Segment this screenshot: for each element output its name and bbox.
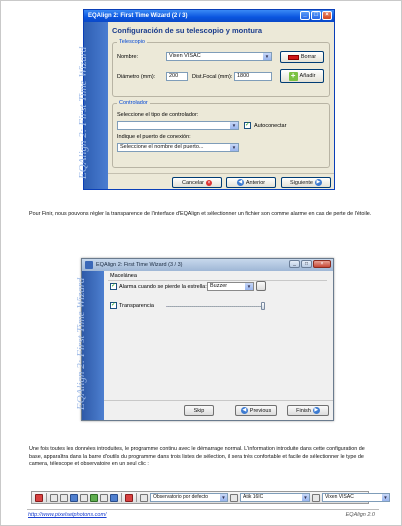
focal-length-input[interactable]: 1800 [234,72,272,81]
alarm-label: Alarma cuando se pierde la estrella: [119,284,207,290]
telescope-name-value: Vixen VISAC [169,53,201,59]
back-button[interactable] [226,177,276,188]
arrow-right-icon: ▶ [316,179,321,185]
alarm-sound-select[interactable] [207,282,254,291]
close-button[interactable]: × [322,11,332,20]
add-telescope-button[interactable] [280,69,324,83]
camera-icon[interactable] [80,494,88,502]
delete-button-label: Borrar [300,54,317,60]
add-button-label: Añadir [299,73,316,79]
observatory-value: Observatorio por defecto [153,494,209,500]
maximize-button[interactable]: □ [311,11,321,20]
cancel-button-label: Cancelar [181,179,204,186]
telescope-name-select[interactable] [166,52,272,61]
delete-telescope-button[interactable] [280,51,324,63]
wizard-window-step3 [75,258,334,421]
minimize-button[interactable]: _ [289,260,300,268]
section-divider [108,280,327,281]
alarm-checkbox[interactable]: ✓ [111,283,117,289]
sidebar-caption: EQAlign 2: First Time Wizard [75,277,87,410]
chevron-down-icon: ▼ [303,495,308,500]
toolbar-separator [136,493,137,502]
port-select[interactable] [117,143,239,152]
telescope-select[interactable] [322,493,390,502]
button-bar-divider [108,173,334,174]
previous-button-label: Previous [249,407,272,414]
new-file-icon[interactable] [50,494,58,502]
record-icon[interactable] [125,494,133,502]
stop-icon[interactable] [35,494,43,502]
paragraph-toolbar-info: Une fois toutes les données introduites, le programme continu avec le démarrage normal. L'information introduite dans cette configuration de base, apparaîtra dans la barre d'outils du programme dans trois listes de sélection, il sera très confortable et facile de sélectionner le type de camera, télescope et observatoire en un seul clic : [29,446,365,468]
arrow-left-icon: ◀ [242,407,247,413]
telescope-group [112,39,330,97]
arrow-right-icon: ▶ [314,407,319,413]
chevron-down-icon: ▼ [221,495,226,500]
chevron-down-icon: ▼ [231,145,237,150]
wizard-window-step2 [77,9,335,190]
port-label: Indique el puerto de conexión: [117,134,191,140]
cancel-icon: × [207,179,211,186]
port-value: Seleccione el nombre del puerto... [120,144,204,150]
chevron-down-icon: ▼ [383,495,388,500]
toolbar-separator [46,493,47,502]
wizard-sidebar [75,271,104,420]
next-button[interactable] [281,177,331,188]
diameter-label: Diámetro (mm): [117,74,156,80]
telescope-icon [312,494,320,502]
camera-select[interactable] [240,493,310,502]
controller-group-legend: Controlador [119,100,148,106]
transparency-label: Transparencia [119,303,154,309]
settings-icon[interactable] [100,494,108,502]
misc-section-label: Macelánea [110,273,137,279]
browse-sound-button[interactable] [256,281,266,291]
skip-button[interactable] [184,405,214,416]
arrow-left-icon: ◀ [238,179,243,185]
back-button-label: Anterior [245,179,266,186]
cancel-button[interactable] [172,177,222,188]
telescope-name-label: Nombre: [117,54,139,60]
telescope-value: Vixen VISAC [325,494,354,500]
wizard-titlebar[interactable] [84,10,334,22]
open-folder-icon[interactable] [60,494,68,502]
toolbar-separator [121,493,122,502]
previous-button[interactable] [235,405,277,416]
sidebar-caption: EQAlign 2: First Time Wizard [77,46,89,179]
info-icon[interactable] [110,494,118,502]
observatory-select[interactable] [150,493,228,502]
transparency-checkbox[interactable]: ✓ [111,302,117,308]
wizard-sidebar [77,22,108,189]
alarm-sound-value: Buzzer [210,283,228,289]
wizard-titlebar[interactable] [82,259,333,271]
maximize-button[interactable]: □ [301,260,312,268]
app-icon [85,261,93,269]
window-title: EQAlign 2: First Time Wizard (2 / 3) [88,13,188,19]
focal-length-label: Dist.Focal (mm): [192,74,233,80]
close-button[interactable]: × [313,260,331,268]
save-icon[interactable] [70,494,78,502]
app-toolbar [31,491,388,504]
chevron-down-icon: ▼ [246,284,252,289]
button-bar-divider [104,400,333,401]
website-link[interactable]: http://www.pixelsetphotons.com/ [28,512,107,518]
finish-button-label: Finish [296,407,311,414]
controller-type-select[interactable] [117,121,239,130]
diameter-input[interactable]: 200 [166,72,188,81]
paragraph-transparency: Pour Finir, nous pouvons régler la transparence de l'interface d'EQAlign et sélectionner un fichier son comme alarme en cas de perte de l'étoile. [29,211,372,217]
skip-button-label: Skip [193,407,205,414]
footer-divider [27,509,379,510]
finish-button[interactable] [287,405,329,416]
transparency-slider-thumb[interactable] [261,302,265,310]
minus-icon [288,55,299,60]
telescope-group-legend: Telescopio [119,39,145,45]
version-label: EQAlign 2.0 [345,512,375,518]
observatory-icon [140,494,148,502]
chevron-down-icon: ▼ [264,54,270,59]
controller-type-label: Seleccione el tipo de controlador: [117,112,199,118]
autoconnect-label: Autoconectar [254,123,287,129]
next-button-label: Siguiente [290,179,313,186]
plus-icon: + [289,72,298,81]
window-title: EQAlign 2: First Time Wizard (3 / 3) [96,262,183,268]
autoconnect-checkbox[interactable]: ✓ [245,122,251,128]
camera-value: Atik 16IC [243,494,264,500]
transparency-slider-track[interactable] [166,306,264,307]
step-heading: Configuración de su telescopio y montura [112,26,263,35]
minimize-button[interactable]: _ [300,11,310,20]
camera-select-icon [230,494,238,502]
chevron-down-icon: ▼ [231,123,237,128]
play-icon[interactable] [90,494,98,502]
